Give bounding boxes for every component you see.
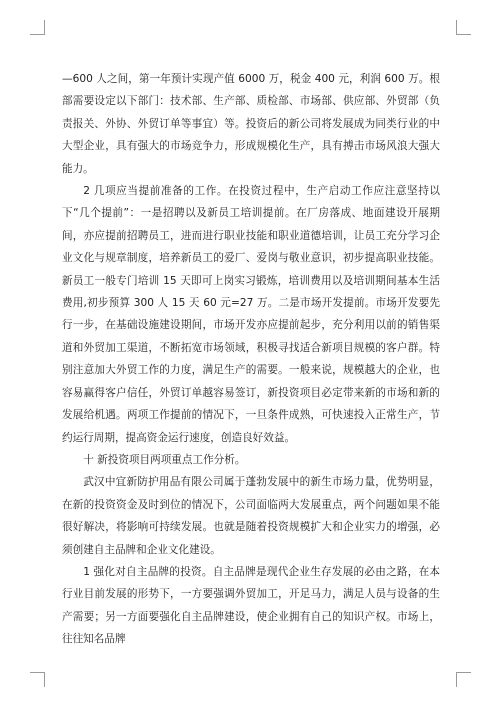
paragraph-continuation: —600 人之间，第一年预计实现产值 6000 万，税金 400 元，利润 600 万。根部需要设定以下部门：技术部、生产部、质检部、市场部、供应部、外贸部（负责报关、外协、外贸订单等事宜）等。投资后的新公司将发展成为同类行业的中大型企业，具有强大的市场竞争力，形成规模化生产，具有搏击市场风浪大强大能力。: [62, 73, 440, 175]
paragraph-brand-investment: 1 强化对自主品牌的投资。自主品牌是现代企业生存发展的必由之路，在本行业目前发展的形势下，一方要强调外贸加工，开足马力，满足人员与设备的生产需要；另一方面要强化自主品牌建设，使企业拥有自己的知识产权。市场上，往往知名品牌: [62, 565, 440, 646]
corner-mark-top-right: [456, 20, 471, 35]
section-heading-key-work: 十 新投资项目两项重点工作分析。: [83, 453, 246, 466]
corner-mark-bottom-left: [30, 672, 45, 687]
paragraph-company-overview: 武汉中宜新防护用品有限公司属于蓬勃发展中的新生市场力量，优势明显，在新的投资资金及时到位的情况下，公司面临两大发展重点，两个问题如果不能很好解决，将影响可持续发展。也就是随着投资规模扩大和企业实力的增强，必须创建自主品牌和企业文化建设。: [62, 476, 440, 556]
document-body: [62, 68, 440, 651]
corner-mark-bottom-right: [456, 672, 471, 687]
corner-mark-top-left: [30, 20, 45, 35]
paragraph-preparation-work: 2 几项应当提前准备的工作。在投资过程中，生产启动工作应注意坚持以下“几个提前”：一是招聘以及新员工培训提前。在厂房落成、地面建设开展期间，亦应提前招聘员工，进而进行职业技能和职业道德培训，让员工充分学习企业文化与规章制度，培养新员工的爱厂、爱岗与敬业意识，初步提高职业技能。新员工一般专门培训 15 天即可上岗实习锻炼，培训费用以及培训期间基本生活费用,初步预算 300 人 15 天 60 元=27 万。二是市场开发提前。市场开发要先行一步，在基础设施建设期间，市场开发亦应提前起步，充分利用以前的销售渠道和外贸加工渠道，不断拓宽市场领域，积极寻找适合新项目规模的客户群。特别注意加大外贸工作的力度，满足生产的需要。一般来说，规模越大的企业，也容易赢得客户信任，外贸订单越容易签订，新投资项目必定带来新的市场和新的发展给机遇。两项工作提前的情况下，一旦条件成熟，可快速投入正常生产，节约运行周期，提高资金运行速度，创造良好效益。: [62, 185, 440, 444]
